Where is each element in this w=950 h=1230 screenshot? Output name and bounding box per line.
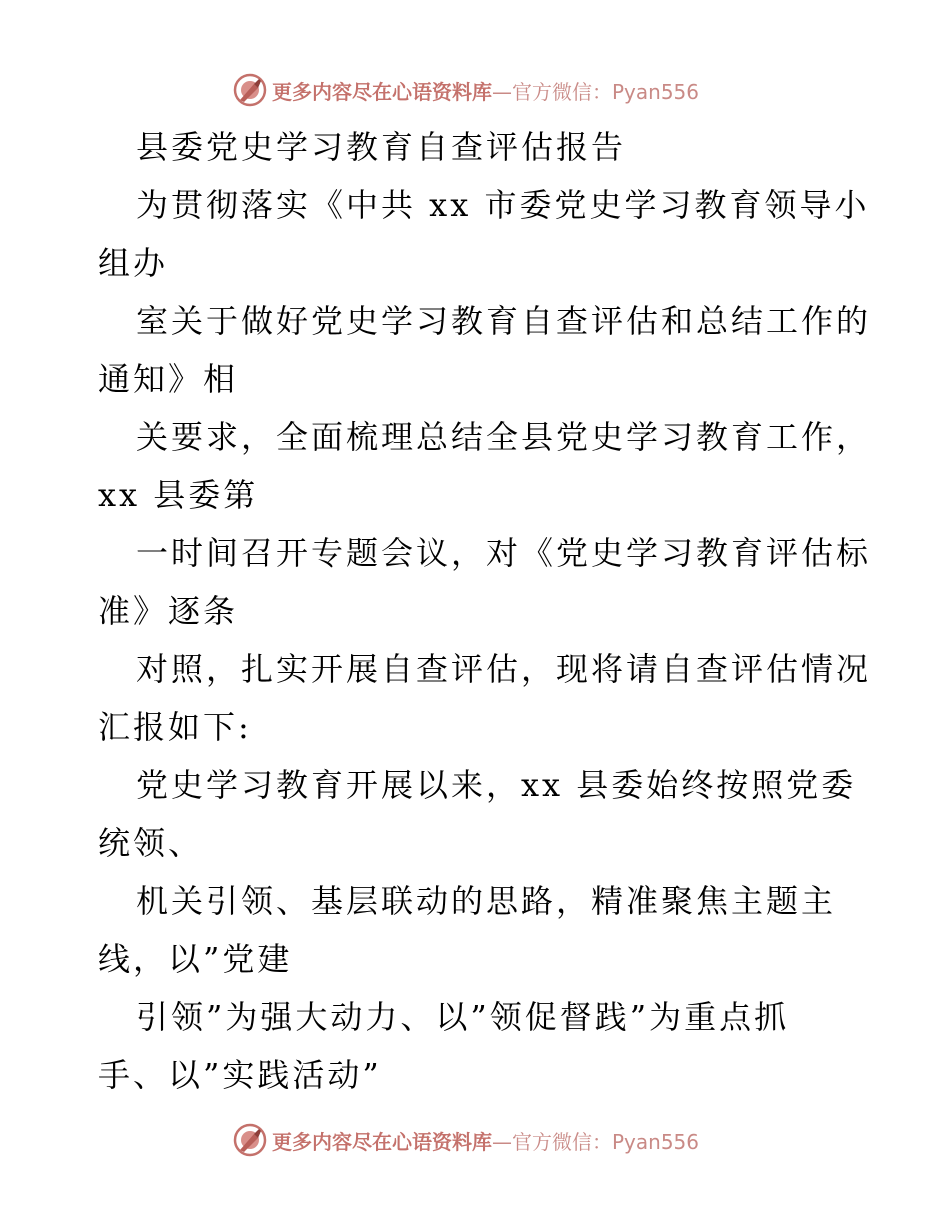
watermark-site: 更多内容尽在心语资料库 xyxy=(272,1129,492,1154)
watermark-text xyxy=(272,1126,699,1155)
paragraph-line: 统领、 xyxy=(98,824,204,862)
paragraph-line: 组办 xyxy=(98,244,169,282)
watermark-dash: — xyxy=(492,79,512,104)
paragraph-line: 关要求，全面梳理总结全县党史学习教育工作， xyxy=(136,418,872,456)
paragraph-line: 机关引领、基层联动的思路，精准聚焦主题主 xyxy=(136,882,837,920)
watermark-contact: 官方微信：Pyan556 xyxy=(512,79,700,104)
paragraph-line: 汇报如下: xyxy=(98,708,252,746)
paragraph-line: 为贯彻落实《中共 xx 市委党史学习教育领导小 xyxy=(136,186,870,224)
paragraph-line: 一时间召开专题会议，对《党史学习教育评估标 xyxy=(136,534,872,572)
seal-pen-icon xyxy=(232,1122,268,1158)
paragraph-line: 线，以”党建 xyxy=(98,940,293,978)
document-title: 县委党史学习教育自查评估报告 xyxy=(136,128,627,166)
paragraph-line: 准》逐条 xyxy=(98,592,239,630)
watermark-site: 更多内容尽在心语资料库 xyxy=(272,79,492,104)
watermark-contact: 官方微信：Pyan556 xyxy=(512,1129,700,1154)
paragraph-line: 引领”为强大动力、以”领促督践”为重点抓 xyxy=(136,998,790,1036)
paragraph-line: 手、以”实践活动” xyxy=(98,1056,382,1094)
paragraph-line: 党史学习教育开展以来，xx 县委始终按照党委 xyxy=(136,766,857,804)
watermark-dash: — xyxy=(492,1129,512,1154)
seal-pen-icon xyxy=(232,72,268,108)
paragraph-line: 室关于做好党史学习教育自查评估和总结工作的 xyxy=(136,302,872,340)
paragraph-line: 对照，扎实开展自查评估，现将请自查评估情况 xyxy=(136,650,872,688)
header-watermark xyxy=(232,70,752,110)
document-body xyxy=(98,118,872,1104)
watermark-text xyxy=(272,76,699,105)
paragraph-line: 通知》相 xyxy=(98,360,239,398)
footer-watermark xyxy=(232,1120,752,1160)
paragraph-line: xx 县委第 xyxy=(98,476,259,514)
